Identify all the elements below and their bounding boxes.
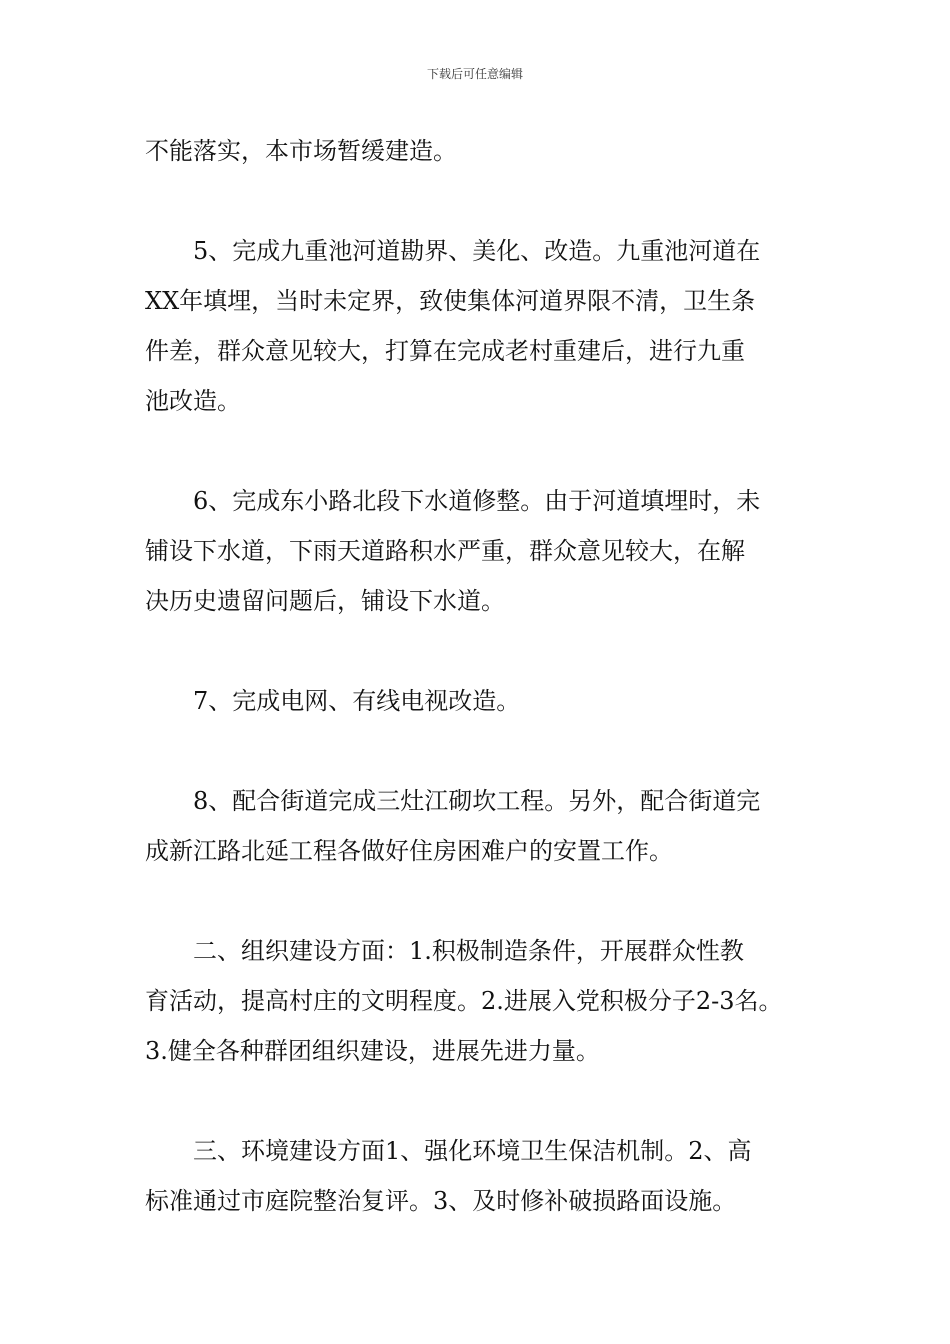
paragraph-continuation (145, 126, 815, 176)
text-line: 育活动，提高村庄的文明程度。2.进展入党积极分子2-3名。 (145, 987, 783, 1015)
paragraph-environment (145, 1126, 815, 1226)
paragraph-item-5 (145, 226, 815, 426)
text-line: 不能落实，本市场暂缓建造。 (145, 137, 457, 165)
text-line: 铺设下水道，下雨天道路积水严重，群众意见较大，在解 (145, 537, 745, 565)
text-line: 成新江路北延工程各做好住房困难户的安置工作。 (145, 837, 673, 865)
paragraph-item-6 (145, 476, 815, 626)
text-line: 6、完成东小路北段下水道修整。由于河道填埋时，未 (193, 487, 761, 515)
text-line: 件差，群众意见较大，打算在完成老村重建后，进行九重 (145, 337, 745, 365)
text-line: 8、配合街道完成三灶江砌坎工程。另外，配合街道完 (193, 787, 761, 815)
text-line: XX年填埋，当时未定界，致使集体河道界限不清，卫生条 (145, 287, 756, 315)
text-line: 决历史遗留问题后，铺设下水道。 (145, 587, 505, 615)
text-line: 三、环境建设方面1、强化环境卫生保洁机制。2、高 (193, 1137, 752, 1165)
page-header: 下载后可任意编辑 (426, 67, 523, 81)
text-line: 3.健全各种群团组织建设，进展先进力量。 (145, 1037, 600, 1065)
paragraph-organization (145, 926, 815, 1076)
text-line: 二、组织建设方面：1.积极制造条件，开展群众性教 (193, 937, 744, 965)
document-body (145, 126, 815, 1276)
text-line: 池改造。 (145, 387, 241, 415)
paragraph-item-8 (145, 776, 815, 876)
text-line: 7、完成电网、有线电视改造。 (193, 687, 521, 715)
paragraph-item-7 (145, 676, 815, 726)
text-line: 5、完成九重池河道勘界、美化、改造。九重池河道在 (193, 237, 761, 265)
text-line: 标准通过市庭院整治复评。3、及时修补破损路面设施。 (145, 1187, 737, 1215)
